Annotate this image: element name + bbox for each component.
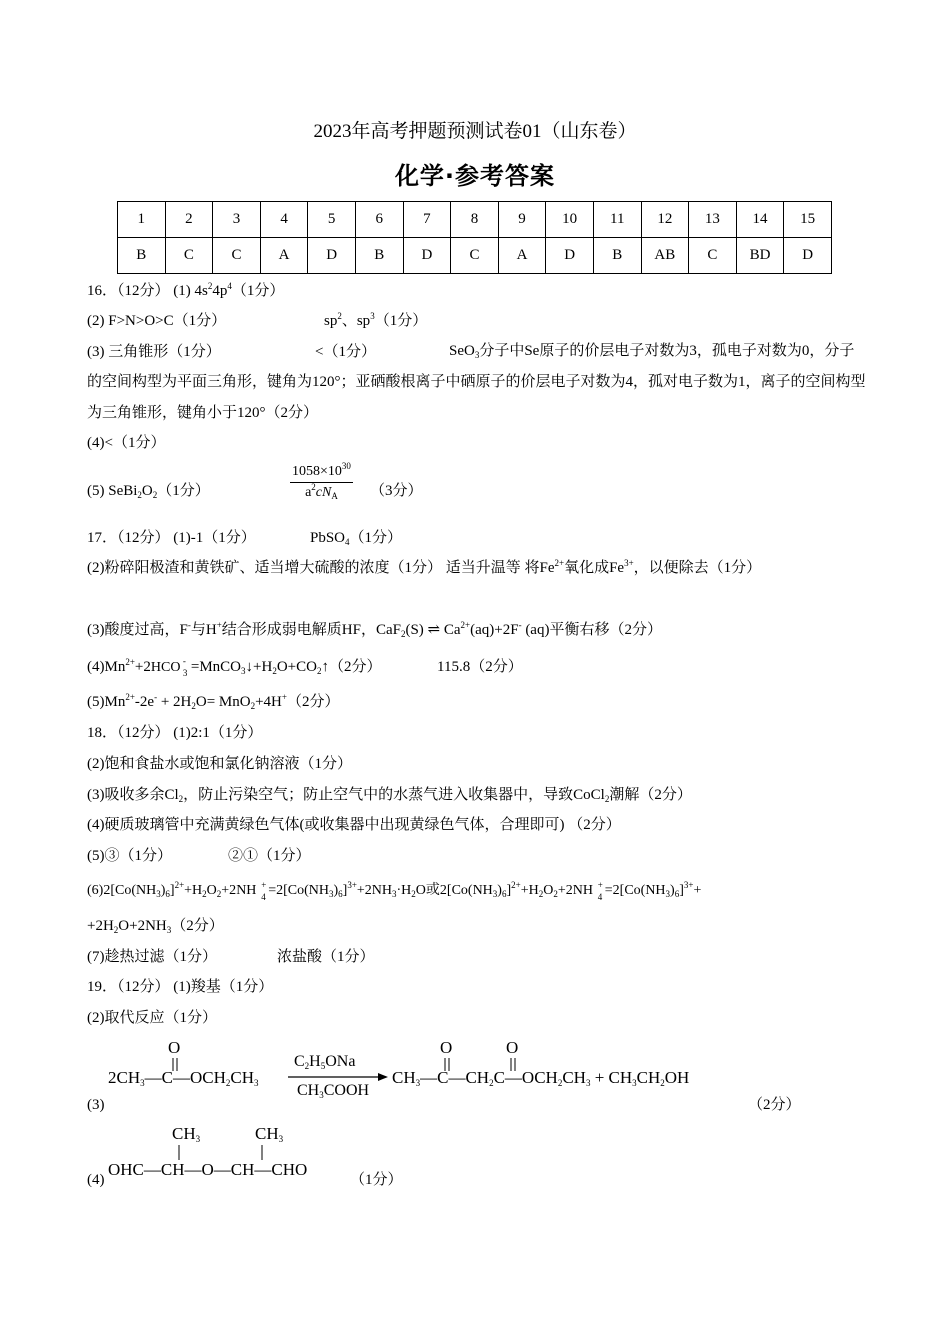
q17-text: PbSO bbox=[310, 530, 346, 546]
q17-text: =MnCO bbox=[190, 659, 242, 675]
eq-text: ) bbox=[497, 883, 502, 898]
eq-text: +2NH bbox=[356, 883, 393, 898]
eq-text: O+2NH bbox=[118, 918, 167, 934]
chem-text: O bbox=[440, 1038, 453, 1057]
question-number-cell: 10 bbox=[546, 202, 594, 238]
q16-sub: 2 bbox=[152, 490, 158, 500]
eq-sub: 6 bbox=[674, 889, 680, 899]
structure-main-chain bbox=[108, 1160, 307, 1180]
eq-sub: 6 bbox=[165, 889, 170, 899]
q16-sup: 2 bbox=[207, 281, 213, 291]
q16-text: sp bbox=[324, 313, 338, 329]
q17-part4-value bbox=[437, 657, 523, 677]
answer-cell: D bbox=[403, 238, 451, 274]
answer-cell: AB bbox=[641, 238, 689, 274]
page-title: 2023年高考押题预测试卷01（山东卷） bbox=[313, 121, 637, 142]
chem-text: CH bbox=[255, 1124, 279, 1143]
chem-sub: 2 bbox=[557, 1078, 563, 1088]
chem-text: O bbox=[168, 1038, 181, 1057]
q17-part3 bbox=[87, 620, 662, 640]
eq-sub: 3 bbox=[156, 889, 161, 899]
question-number-cell: 7 bbox=[403, 202, 451, 238]
q19-label: (4) bbox=[87, 1172, 105, 1188]
q17-sup: - bbox=[154, 692, 158, 702]
eq-sub: 3 bbox=[166, 925, 172, 935]
q17-sup: - bbox=[518, 620, 522, 630]
q18-line-7a bbox=[87, 947, 217, 967]
q17-sub: 2 bbox=[272, 666, 277, 676]
chem-text: 2CH bbox=[108, 1068, 141, 1087]
q16-text: 、sp bbox=[341, 313, 371, 329]
q16-part2-a: (2) F>N>O>C（1分） bbox=[87, 313, 227, 329]
question-number-cell: 9 bbox=[498, 202, 546, 238]
product-carbonyl-double-bond-2 bbox=[508, 1058, 518, 1072]
eq-text: O或2[Co(NH bbox=[415, 883, 493, 898]
chem-text: CH bbox=[392, 1068, 416, 1087]
q18-text: (3)吸收多余Cl bbox=[87, 787, 179, 803]
chem-sub: 2 bbox=[489, 1078, 494, 1088]
answer-cell: D bbox=[784, 238, 832, 274]
chem-text: CH bbox=[297, 1082, 320, 1099]
chem-sub: 3 bbox=[195, 1134, 201, 1144]
q16-part3-a: (3) 三角锥形（1分） bbox=[87, 344, 221, 360]
q16-text: SeO bbox=[449, 343, 475, 359]
q17-sub: 3 bbox=[241, 666, 246, 676]
eq-sub: 6 bbox=[501, 889, 507, 899]
q16-score: （1分） bbox=[231, 283, 285, 299]
q18-line-4 bbox=[87, 815, 621, 835]
product-carbonyl-oxygen-1 bbox=[440, 1038, 452, 1058]
q18-text: ②①（1分） bbox=[228, 848, 311, 864]
q18-line-5a bbox=[87, 846, 172, 866]
eq-text: (6)2[Co(NH bbox=[87, 883, 157, 898]
ion-label: NH bbox=[236, 883, 257, 898]
eq-text: ·H bbox=[396, 883, 412, 898]
q16-text: 分子中Se原子的价层电子对数为3，孤电子对数为0，分子的空间构型为平面三角形，键角为120°；亚硒酸根离子中硒原子的价层电子对数为4，孤对电子数为1，离子的空间构型为三角锥形，键角小于120°（2分） bbox=[87, 343, 866, 421]
q17-text: ，以便除去（1分） bbox=[633, 560, 762, 576]
eq-sub: 2 bbox=[538, 889, 544, 899]
q18-text: (7)趁热过滤（1分） bbox=[87, 949, 217, 965]
eq-sub: 2 bbox=[113, 925, 119, 935]
ion-label: HCO bbox=[150, 660, 181, 675]
methyl-group-1 bbox=[172, 1124, 200, 1144]
eq-text: ] bbox=[342, 883, 348, 898]
q19-text: (2)取代反应（1分） bbox=[87, 1010, 217, 1026]
q19-line-2 bbox=[87, 1008, 217, 1028]
fraction-den-text: cN bbox=[315, 485, 332, 500]
chem-sub: 3 bbox=[415, 1078, 421, 1088]
answer-cell: D bbox=[308, 238, 356, 274]
q17-sup: 2+ bbox=[125, 657, 135, 667]
q19-score: （2分） bbox=[748, 1097, 801, 1113]
question-number-cell: 5 bbox=[308, 202, 356, 238]
answer-cell: B bbox=[593, 238, 641, 274]
reactant-carbonyl-double-bond bbox=[170, 1058, 180, 1072]
q19-label: (3) bbox=[87, 1097, 105, 1113]
eq-text: ) bbox=[160, 883, 166, 898]
answer-cell: A bbox=[498, 238, 546, 274]
eq-text: +2H bbox=[87, 918, 114, 934]
eq-sup: 3+ bbox=[683, 880, 694, 890]
q16-line-2b bbox=[324, 311, 427, 331]
q16-head: 16．（12分） (1) 4s bbox=[87, 283, 208, 299]
ion-sub: 3 bbox=[182, 668, 188, 678]
q17-sub: 2 bbox=[250, 701, 256, 711]
chem-sub: 3 bbox=[585, 1078, 591, 1088]
q17-sup: + bbox=[216, 620, 222, 630]
q18-text: 浓盐酸（1分） bbox=[277, 949, 375, 965]
q16-part4: (4)<（1分） bbox=[87, 435, 166, 451]
q18-line-2 bbox=[87, 754, 352, 774]
product-ethyl-acetoacetate bbox=[392, 1068, 689, 1088]
answer-table bbox=[117, 201, 832, 274]
answer-cell: D bbox=[546, 238, 594, 274]
answer-cell: C bbox=[165, 238, 213, 274]
q16-line-4 bbox=[87, 433, 165, 453]
eq-sub: 2 bbox=[202, 889, 207, 899]
q19-head: 19．（12分） (1)羧基（1分） bbox=[87, 979, 274, 995]
chem-text: C—OCH bbox=[493, 1068, 558, 1087]
fraction-den-text: a bbox=[305, 485, 312, 500]
eq-text: +H bbox=[520, 883, 539, 898]
q19-part3-score bbox=[748, 1095, 801, 1115]
q17-sup: 2+ bbox=[125, 692, 135, 702]
answer-cell: B bbox=[118, 238, 166, 274]
eq-sub: 3 bbox=[328, 889, 334, 899]
ion-label: NH bbox=[572, 883, 593, 898]
q17-text: + 2H bbox=[157, 694, 192, 710]
eq-text: ) bbox=[670, 883, 675, 898]
ion-sub: 4 bbox=[261, 892, 266, 902]
q16-sup: 2 bbox=[337, 311, 342, 321]
eq-text: ] bbox=[506, 883, 512, 898]
q17-text: (S) ⇌ Ca bbox=[405, 622, 461, 638]
ion-sup: - bbox=[182, 656, 186, 666]
reaction-condition-top bbox=[294, 1053, 355, 1071]
reaction-condition-bottom bbox=[297, 1082, 369, 1100]
eq-sub: 2 bbox=[216, 889, 222, 899]
chem-sub: 3 bbox=[278, 1134, 284, 1144]
eq-sub: 3 bbox=[392, 889, 397, 899]
q16-line-5-score bbox=[370, 481, 423, 501]
product-carbonyl-double-bond-1 bbox=[442, 1058, 452, 1072]
chem-sub: 2 bbox=[304, 1061, 310, 1071]
q17-text: ↑（2分） bbox=[321, 659, 382, 675]
q18-sub: 2 bbox=[604, 794, 610, 804]
q17-text: 与H bbox=[190, 622, 217, 638]
q18-sub: 2 bbox=[178, 794, 184, 804]
chem-text: OH bbox=[664, 1068, 690, 1087]
question-number-cell: 12 bbox=[641, 202, 689, 238]
bicarbonate-ion bbox=[151, 657, 191, 678]
q19-part4-score bbox=[350, 1170, 403, 1190]
q19-part3-label bbox=[87, 1095, 105, 1115]
q18-text: (4)硬质玻璃管中充满黄绿色气体(或收集器中出现黄绿色气体，合理即可) （2分） bbox=[87, 817, 621, 833]
answer-cell: BD bbox=[736, 238, 784, 274]
ion-sup: + bbox=[261, 880, 267, 890]
q17-text: ↓+H bbox=[245, 659, 273, 675]
q19-score: （1分） bbox=[350, 1172, 403, 1188]
q16-line-5 bbox=[87, 481, 210, 501]
q18-head: 18．（12分） (1)2:1（1分） bbox=[87, 725, 263, 741]
q16-text: (5) SeBi bbox=[87, 483, 138, 499]
chem-text: —C—OCH bbox=[144, 1068, 226, 1087]
answer-cell: C bbox=[213, 238, 261, 274]
q17-sub: 2 bbox=[400, 629, 406, 639]
chem-text: CH bbox=[636, 1068, 661, 1087]
eq-text: ] bbox=[169, 883, 175, 898]
q19-part4-label bbox=[87, 1170, 105, 1190]
answer-cell: C bbox=[689, 238, 737, 274]
q16-score: （1分） bbox=[157, 483, 210, 499]
question-number-cell: 2 bbox=[165, 202, 213, 238]
answer-cell: C bbox=[451, 238, 499, 274]
q17-text: 氧化成Fe bbox=[564, 560, 625, 576]
q17-text: 结合形成弱电解质HF，CaF bbox=[221, 622, 401, 638]
chem-sub: 3 bbox=[140, 1078, 145, 1088]
q18-line-3 bbox=[87, 785, 692, 805]
fraction-denominator bbox=[290, 483, 353, 501]
q17-text: （2分） bbox=[286, 694, 340, 710]
chem-text: COOH bbox=[323, 1082, 370, 1099]
q16-text: 4p bbox=[212, 283, 228, 299]
q16-line-1 bbox=[87, 281, 284, 301]
fraction-den-sup: 2 bbox=[311, 482, 316, 492]
q17-line-1b bbox=[310, 528, 402, 548]
chem-sub: 3 bbox=[253, 1078, 259, 1088]
q17-line-1a bbox=[87, 528, 256, 548]
q18-line-7b bbox=[277, 947, 375, 967]
reactant-ethyl-acetate bbox=[108, 1068, 258, 1088]
question-number-cell: 13 bbox=[689, 202, 737, 238]
chem-text: + CH bbox=[590, 1068, 633, 1087]
question-number-cell: 11 bbox=[593, 202, 641, 238]
chem-text: —C—CH bbox=[420, 1068, 490, 1087]
eq-text: =2[Co(NH bbox=[268, 883, 329, 898]
methyl-bond-1 bbox=[176, 1145, 182, 1161]
eq-sub: 2 bbox=[411, 889, 416, 899]
q18-line-1 bbox=[87, 723, 262, 743]
q16-part3-explanation bbox=[87, 336, 867, 429]
q18-line-6b bbox=[87, 916, 224, 936]
product-carbonyl-oxygen-2 bbox=[506, 1038, 518, 1058]
q17-part5 bbox=[87, 692, 339, 712]
q18-text: (5)③（1分） bbox=[87, 848, 172, 864]
question-number-cell: 3 bbox=[213, 202, 261, 238]
chem-text: ONa bbox=[325, 1053, 356, 1070]
chem-text: CH bbox=[230, 1068, 254, 1087]
q17-sup: + bbox=[281, 692, 287, 702]
q16-sup: 3 bbox=[370, 311, 375, 321]
q18-text: ，防止污染空气；防止空气中的水蒸气进入收集器中，导致CoCl bbox=[183, 787, 605, 803]
q17-part4 bbox=[87, 657, 381, 678]
eq-sup: 2+ bbox=[174, 880, 185, 890]
q17-text: (3)酸度过高，F bbox=[87, 622, 188, 638]
q18-text: 潮解（2分） bbox=[609, 787, 692, 803]
answer-table-number-row bbox=[118, 202, 832, 238]
q17-part2 bbox=[87, 553, 867, 584]
q16-sup: 4 bbox=[227, 281, 232, 291]
q17-sub: 4 bbox=[345, 537, 350, 547]
q17-text: (4)Mn bbox=[87, 659, 126, 675]
q17-sup: - bbox=[187, 620, 191, 630]
fraction-num-sup: 30 bbox=[341, 461, 351, 471]
eq-sub: 3 bbox=[492, 889, 498, 899]
q16-score: （3分） bbox=[370, 483, 423, 499]
chem-text: OHC—CH—O—CH—CHO bbox=[108, 1160, 308, 1179]
q17-text: +2 bbox=[134, 659, 151, 675]
page-subtitle: 化学·参考答案 bbox=[394, 162, 556, 190]
chem-sub: 5 bbox=[320, 1061, 326, 1071]
eq-sub: 6 bbox=[338, 889, 343, 899]
q17-head: 17．（12分） (1)-1（1分） bbox=[87, 530, 256, 546]
question-number-cell: 8 bbox=[451, 202, 499, 238]
ion-sup: + bbox=[597, 880, 603, 890]
reactant-carbonyl-oxygen bbox=[168, 1038, 180, 1058]
chem-text: O bbox=[506, 1038, 519, 1057]
answer-cell: A bbox=[260, 238, 308, 274]
question-number-cell: 6 bbox=[355, 202, 403, 238]
eq-text: ) bbox=[333, 883, 339, 898]
q16-density-fraction bbox=[290, 461, 353, 501]
q17-text: (aq)+2F bbox=[470, 622, 519, 638]
eq-text: ] bbox=[679, 883, 684, 898]
chem-sub: 2 bbox=[660, 1078, 665, 1088]
fraction-den-sub: A bbox=[331, 491, 338, 501]
answer-cell: B bbox=[355, 238, 403, 274]
q16-score: （1分） bbox=[374, 313, 428, 329]
q17-text: (2)粉碎阳极渣和黄铁矿、适当增大硫酸的浓度（1分） 适当升温等 将Fe bbox=[87, 560, 555, 576]
q16-part3-b: <（1分） bbox=[315, 344, 376, 360]
answer-table-answer-row bbox=[118, 238, 832, 274]
chem-text: CH bbox=[562, 1068, 586, 1087]
ammonium-ion bbox=[573, 881, 605, 901]
q17-text: O+CO bbox=[276, 659, 317, 675]
ammonium-ion bbox=[236, 881, 268, 901]
reaction-arrow bbox=[288, 1072, 388, 1082]
eq-text: O bbox=[206, 883, 217, 898]
eq-sub: 2 bbox=[553, 889, 558, 899]
fraction-num-text: 1058×10 bbox=[292, 464, 342, 479]
chem-text: CH bbox=[172, 1124, 196, 1143]
q17-sup: 3+ bbox=[624, 558, 634, 568]
methyl-group-2 bbox=[255, 1124, 283, 1144]
q17-sub: 2 bbox=[191, 701, 196, 711]
q17-text: (aq)平衡右移（2分） bbox=[521, 622, 662, 638]
fraction-numerator bbox=[290, 461, 353, 483]
q17-text: -2e bbox=[134, 694, 155, 710]
eq-sup: 2+ bbox=[511, 880, 521, 890]
q16-sub: 2 bbox=[137, 490, 142, 500]
chem-sub: 2 bbox=[225, 1078, 231, 1088]
q18-text: (2)饱和食盐水或饱和氯化钠溶液（1分） bbox=[87, 756, 352, 772]
methyl-bond-2 bbox=[259, 1145, 265, 1161]
q17-text: O= MnO bbox=[195, 694, 251, 710]
q16-sub: 3 bbox=[474, 350, 480, 360]
ion-sub: 4 bbox=[597, 892, 603, 902]
q17-sup: 2+ bbox=[554, 558, 565, 568]
eq-text: + bbox=[693, 883, 702, 898]
eq-text: +2 bbox=[557, 883, 573, 898]
q18-line-5b bbox=[228, 846, 311, 866]
eq-text: +H bbox=[184, 883, 203, 898]
chem-text: C bbox=[294, 1053, 305, 1070]
q17-text: 115.8（2分） bbox=[437, 659, 523, 675]
question-number-cell: 15 bbox=[784, 202, 832, 238]
eq-text: （2分） bbox=[171, 918, 224, 934]
eq-sup: 3+ bbox=[347, 880, 357, 890]
q16-line-2a bbox=[87, 311, 226, 331]
q16-text: O bbox=[141, 483, 153, 499]
question-number-cell: 1 bbox=[118, 202, 166, 238]
eq-text: =2[Co(NH bbox=[604, 883, 666, 898]
eq-text: +2 bbox=[221, 883, 237, 898]
q17-text: (5)Mn bbox=[87, 694, 126, 710]
q17-text: +4H bbox=[255, 694, 282, 710]
q17-sub: 2 bbox=[316, 666, 322, 676]
question-number-cell: 4 bbox=[260, 202, 308, 238]
q18-line-6 bbox=[87, 881, 701, 901]
question-number-cell: 14 bbox=[736, 202, 784, 238]
q17-sup: 2+ bbox=[460, 620, 471, 630]
eq-text: O bbox=[543, 883, 554, 898]
chem-sub: 3 bbox=[632, 1078, 637, 1088]
q19-line-1 bbox=[87, 977, 273, 997]
chem-text: H bbox=[309, 1053, 321, 1070]
q17-score: （1分） bbox=[349, 530, 403, 546]
eq-sub: 3 bbox=[665, 889, 671, 899]
chem-sub: 3 bbox=[319, 1090, 324, 1100]
